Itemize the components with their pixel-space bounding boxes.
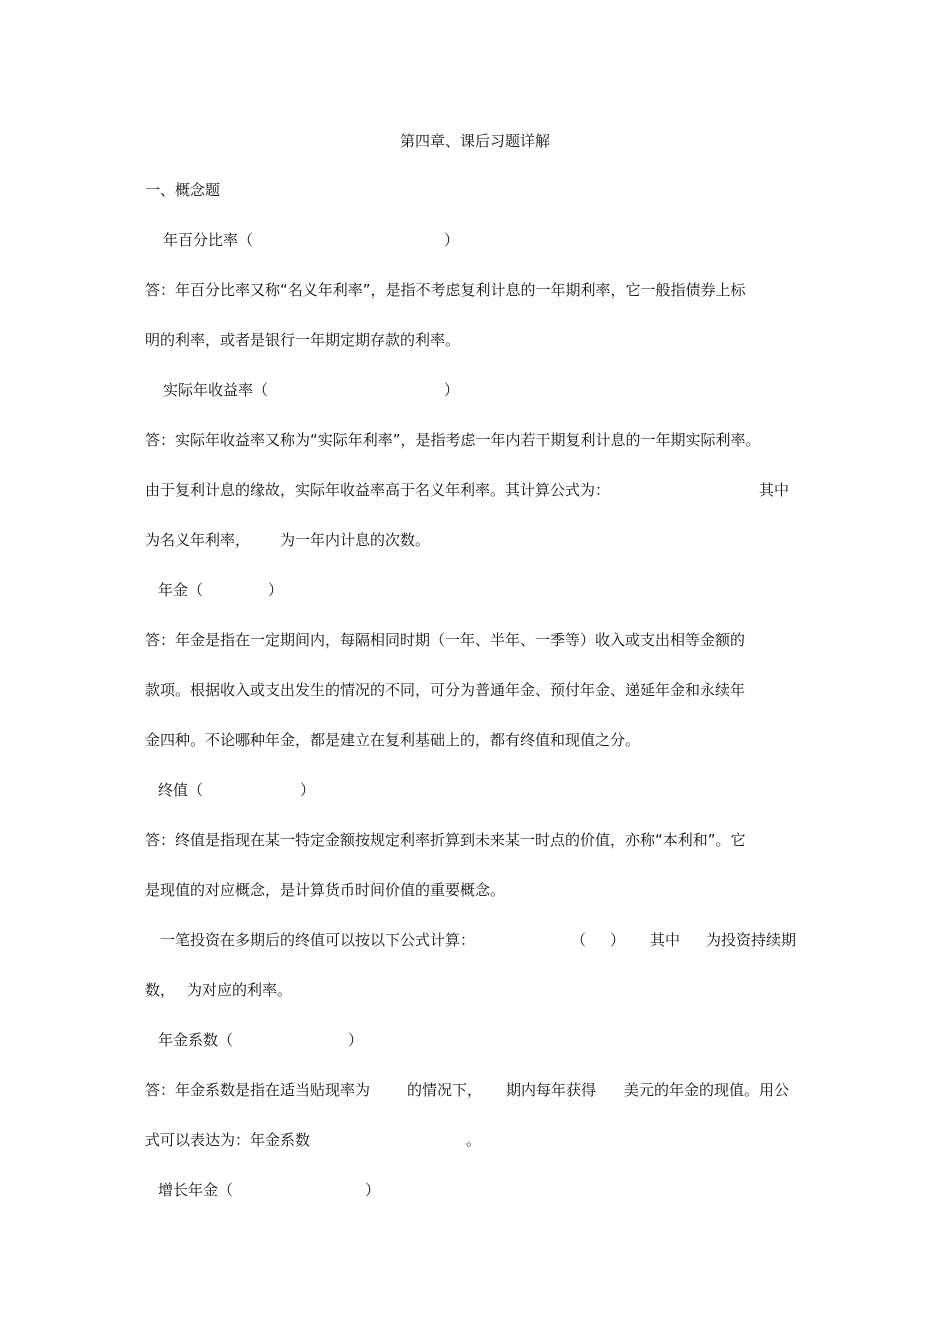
answer-line: 答：年金是指在一定期间内，每隔相同时期（一年、半年、一季等）收入或支出相等金额的	[145, 631, 746, 649]
answer-line: 答：年百分比率又称“名义年利率”，是指不考虑复利计息的一年期利率，它一般指债券上标	[145, 281, 746, 299]
term-effective-annual-yield: 实际年收益率（	[163, 381, 269, 399]
answer-line: 答：实际年收益率又称为“实际年利率”，是指考虑一年内若干期复利计息的一年期实际利率。	[145, 431, 761, 449]
answer-line: 明的利率，或者是银行一年期定期存款的利率。	[145, 331, 461, 349]
term-close-paren: ）	[444, 231, 460, 249]
answer-fragment: 其中	[650, 931, 681, 949]
term-close-paren: ）	[300, 781, 316, 799]
answer-line: 金四种。不论哪种年金，都是建立在复利基础上的，都有终值和现值之分。	[145, 731, 641, 749]
answer-fragment: 为投资持续期	[706, 931, 797, 949]
section-heading: 一、概念题	[145, 181, 221, 199]
answer-fragment: 期内每年获得	[506, 1081, 597, 1099]
answer-line: 款项。根据收入或支出发生的情况的不同，可分为普通年金、预付年金、递延年金和永续年	[145, 681, 746, 699]
answer-fragment: 其中	[759, 481, 790, 499]
term-close-paren: ）	[268, 581, 284, 599]
term-annual-percentage-rate	[163, 230, 253, 250]
answer-fragment: 数，	[145, 981, 176, 999]
answer-line: 是现值的对应概念，是计算货币时间价值的重要概念。	[145, 881, 506, 899]
answer-fragment: 式可以表达为：年金系数	[145, 1131, 311, 1149]
answer-fragment: 为一年内计息的次数。	[280, 531, 431, 549]
answer-fragment: 为对应的利率。	[187, 981, 293, 999]
page-title: 第四章、课后习题详解	[399, 132, 550, 150]
formula-paren-close: ）	[610, 931, 626, 949]
term-annuity: 年金（	[158, 581, 204, 599]
answer-line: 答：终值是指现在某一特定金额按规定利率折算到未来某一时点的价值，亦称“本利和”。它	[145, 831, 746, 849]
answer-line: 由于复利计息的缘故，实际年收益率高于名义年利率。其计算公式为：	[145, 481, 611, 499]
answer-fragment: 美元的年金的现值。用公	[624, 1081, 790, 1099]
term-growing-annuity: 增长年金（	[158, 1181, 234, 1199]
term-close-paren: ）	[444, 381, 460, 399]
answer-fragment: 。	[466, 1131, 482, 1149]
term-close-paren: ）	[348, 1031, 364, 1049]
formula-paren-open: （	[571, 931, 587, 949]
formula-intro: 一笔投资在多期后的终值可以按以下公式计算：	[160, 931, 476, 949]
term-annuity-factor: 年金系数（	[158, 1031, 234, 1049]
term-close-paren: ）	[365, 1181, 381, 1199]
term-future-value: 终值（	[158, 781, 204, 799]
answer-fragment: 答：年金系数是指在适当贴现率为	[145, 1081, 371, 1099]
term-label: 年百分比率（	[163, 231, 254, 249]
answer-fragment: 的情况下，	[407, 1081, 483, 1099]
answer-fragment: 为名义年利率，	[145, 531, 251, 549]
